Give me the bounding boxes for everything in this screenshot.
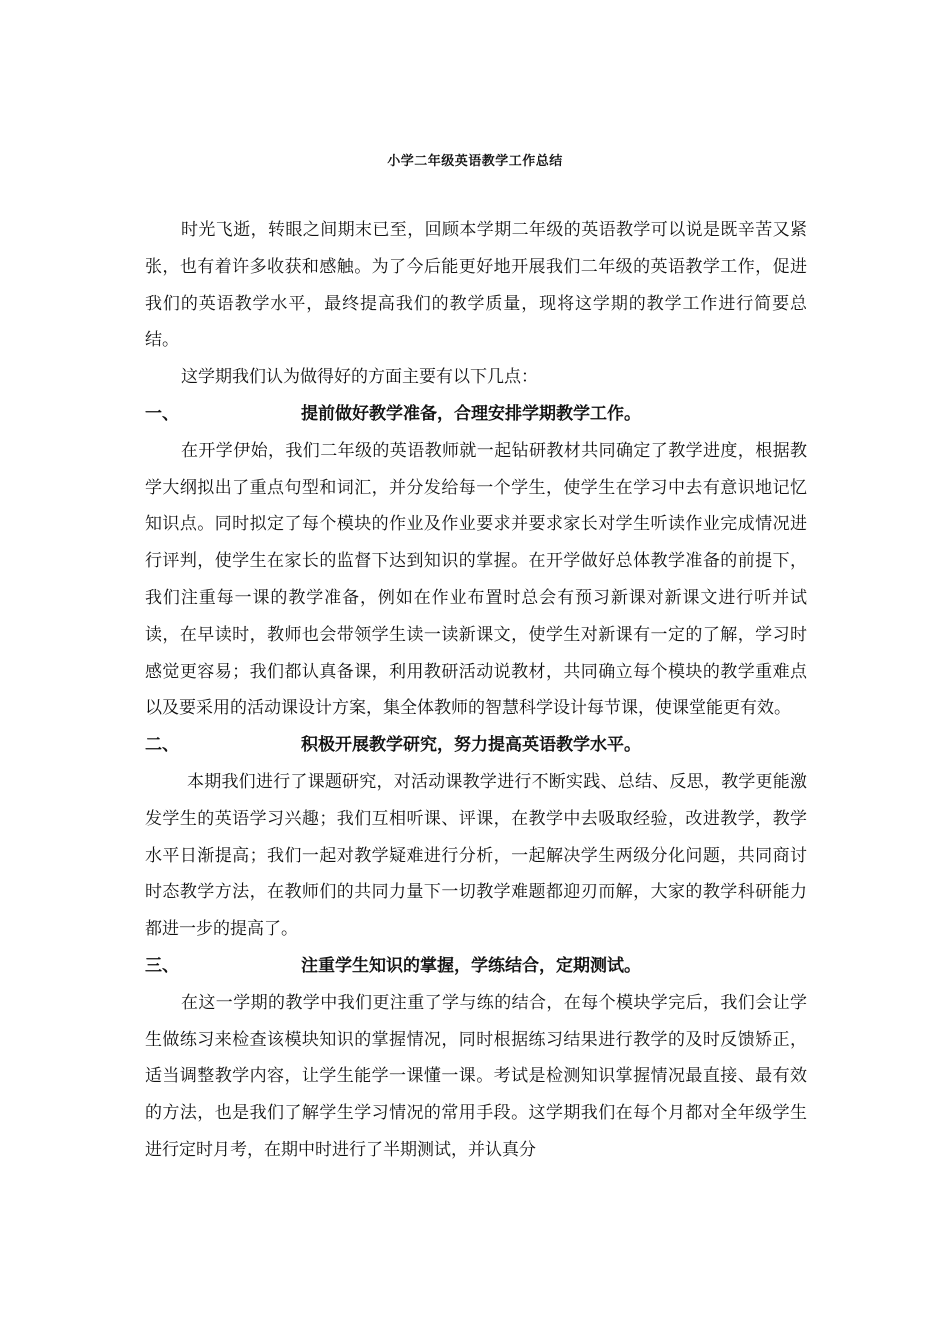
section-paragraph-3: 在这一学期的教学中我们更注重了学与练的结合，在每个模块学完后，我们会让学生做练习来检查该模块知识的掌握情况，同时根据练习结果进行教学的及时反馈矫正，适当调整教学内容，让学生能学一课懂一课。考试是检测知识掌握情况最直接、最有效的方法，也是我们了解学生学习情况的常用手段。这学期我们在每个月都对全年级学生进行定时月考，在期中时进行了半期测试，并认真分: [145, 992, 807, 1160]
lead-paragraph: 这学期我们认为做得好的方面主要有以下几点：: [181, 367, 538, 388]
intro-paragraph: 时光飞逝，转眼之间期末已至，回顾本学期二年级的英语教学可以说是既辛苦又紧张，也有着许多收获和感触。为了今后能更好地开展我们二年级的英语教学工作，促进我们的英语教学水平，最终提高我们的教学质量，现将这学期的教学工作进行简要总结。: [145, 220, 807, 351]
section-heading-text: 注重学生知识的掌握，学练结合，定期测试。: [301, 955, 641, 976]
section-number: 三、: [145, 955, 179, 976]
section-heading-text: 提前做好教学准备，合理安排学期教学工作。: [301, 403, 641, 424]
section-heading-1: [145, 396, 807, 433]
section-number: 一、: [145, 403, 179, 424]
section-paragraph-2: 本期我们进行了课题研究，对活动课教学进行不断实践、总结、反思，教学更能激发学生的英语学习兴趣；我们互相听课、评课，在教学中去吸取经验，改进教学，教学水平日渐提高；我们一起对教学疑难进行分析，一起解决学生两级分化问题，共同商讨时态教学方法，在教师们的共同力量下一切教学难题都迎刃而解，大家的教学科研能力都进一步的提高了。: [145, 771, 807, 940]
section-paragraph-1: 在开学伊始，我们二年级的英语教师就一起钻研教材共同确定了教学进度，根据教学大纲拟出了重点句型和词汇，并分发给每一个学生，使学生在学习中去有意识地记忆知识点。同时拟定了每个模块的作业及作业要求并要求家长对学生听读作业完成情况进行评判，使学生在家长的监督下达到知识的掌握。在开学做好总体教学准备的前提下，我们注重每一课的教学准备，例如在作业布置时总会有预习新课对新课文进行听并试读，在早读时，教师也会带领学生读一读新课文，使学生对新课有一定的了解，学习时感觉更容易；我们都认真备课，利用教研活动说教材，共同确立每个模块的教学重难点以及要采用的活动课设计方案，集全体教师的智慧科学设计每节课，使课堂能更有效。: [145, 440, 807, 719]
document-title: 小学二年级英语教学工作总结: [387, 154, 563, 169]
section-heading-text: 积极开展教学研究，努力提高英语教学水平。: [301, 735, 641, 756]
section-heading-2: [145, 727, 807, 764]
section-number: 二、: [145, 735, 179, 756]
document-body: [145, 212, 807, 1169]
section-heading-3: [145, 948, 807, 985]
